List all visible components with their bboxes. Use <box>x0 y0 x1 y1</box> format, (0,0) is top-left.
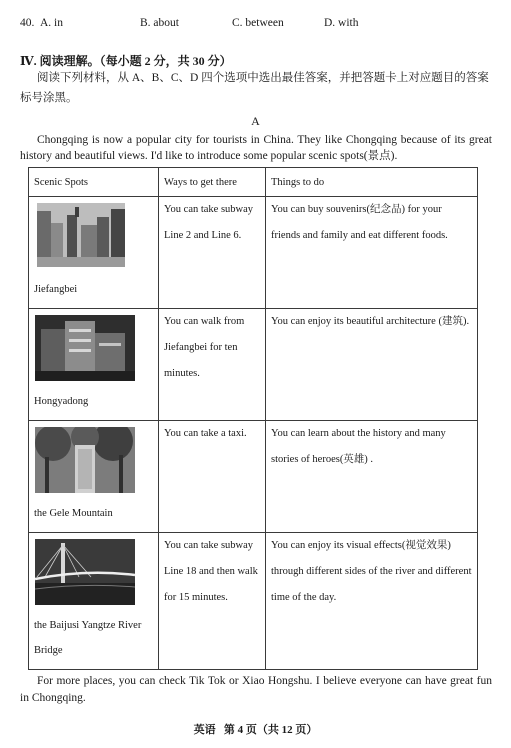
section-title: Ⅳ. 阅读理解。（每小题 2 分，共 30 分） <box>20 54 232 68</box>
option-a: A. in <box>40 17 63 29</box>
city-buildings-photo <box>37 203 125 267</box>
bridge-photo <box>35 539 135 605</box>
table-header-row <box>29 168 478 197</box>
passage-intro: Chongqing is now a popular city for tourists in China. They like Chongqing because of its great history and beautiful views. I'd like to introduce some popular scenic spots(景点). <box>20 134 492 162</box>
header-ways: Ways to get there <box>159 168 266 197</box>
page-footer: 英语 第 4 页（共 12 页） <box>193 724 318 736</box>
spot-cell <box>29 421 159 533</box>
question-40-number: 40. <box>20 17 35 29</box>
option-b: B. about <box>140 17 179 29</box>
things-cell: You can enjoy its visual effects(视觉效果) through different sides of the river and different time of the day. <box>266 533 478 670</box>
spot-name: Hongyadong <box>34 396 89 407</box>
spot-cell <box>29 197 159 309</box>
option-c: C. between <box>232 17 284 29</box>
table-row <box>29 309 478 421</box>
spot-cell <box>29 309 159 421</box>
ways-cell: You can take subway Line 18 and then walk for 15 minutes. <box>159 533 266 670</box>
passage-outro: For more places, you can check Tik Tok or Xiao Hongshu. I believe everyone can have great fun in Chongqing. <box>20 675 492 704</box>
table-row <box>29 421 478 533</box>
night-buildings-photo <box>35 315 135 381</box>
things-cell: You can buy souvenirs(纪念品) for your friends and family and eat different foods. <box>266 197 478 309</box>
table-row <box>29 533 478 670</box>
spot-name: the Gele Mountain <box>34 508 113 519</box>
header-scenic-spots: Scenic Spots <box>29 168 159 197</box>
ways-cell: You can take a taxi. <box>159 421 266 533</box>
things-cell: You can learn about the history and many stories of heroes(英雄) . <box>266 421 478 533</box>
table-row <box>29 197 478 309</box>
spot-cell <box>29 533 159 670</box>
things-cell: You can enjoy its beautiful architecture (建筑). <box>266 309 478 421</box>
ways-cell: You can walk from Jiefangbei for ten minutes. <box>159 309 266 421</box>
passage-letter: A <box>251 114 260 128</box>
header-things: Things to do <box>266 168 478 197</box>
mountain-forest-photo <box>35 427 135 493</box>
ways-cell: You can take subway Line 2 and Line 6. <box>159 197 266 309</box>
spot-name: Jiefangbei <box>34 284 78 295</box>
section-instruction: 阅读下列材料，从 A、B、C、D 四个选项中选出最佳答案，并把答题卡上对应题目的答案标号涂黑。 <box>20 72 489 104</box>
spot-name: the Baijusi Yangtze River Bridge <box>34 620 142 656</box>
option-d: D. with <box>324 17 359 29</box>
scenic-spots-table <box>28 167 478 670</box>
